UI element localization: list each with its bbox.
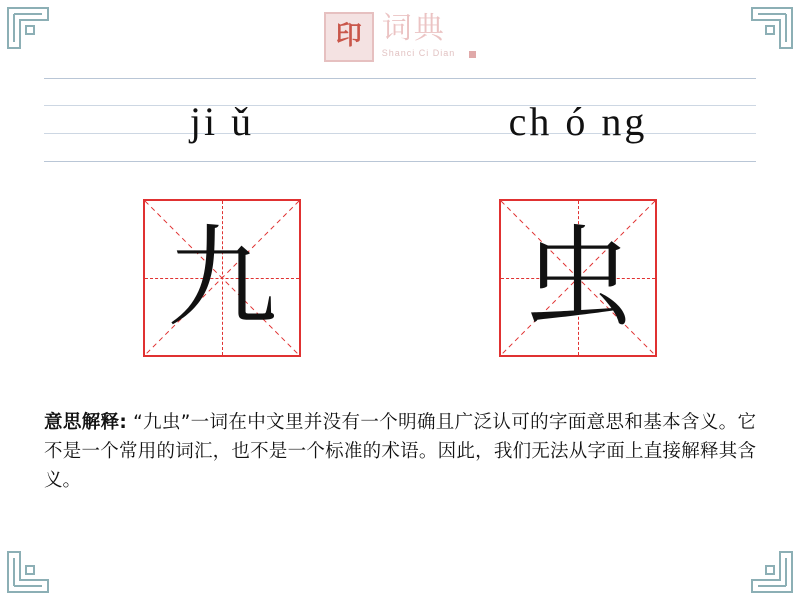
explanation-label: 意思解释: (44, 412, 127, 433)
seal-stamp-icon: 印 (324, 12, 374, 62)
logo-title: 词典 (381, 11, 446, 46)
logo-subtitle: Shanci Ci Dian (381, 48, 456, 58)
pinyin-syllable-1: ji ǔ (189, 98, 255, 144)
explanation-text: “九虫”一词在中文里并没有一个明确且广泛认可的字面意思和基本含义。它不是一个常用的词汇，也不是一个标准的术语。因此，我们无法从字面上直接解释其含义。 (44, 412, 757, 491)
app-logo (0, 12, 800, 62)
pinyin-row (44, 82, 756, 160)
logo-text (382, 12, 456, 58)
pinyin-syllable-2: ch ó ng (508, 98, 648, 144)
character-cell-2 (400, 196, 756, 360)
character-glyph-2: 虫 (523, 214, 633, 342)
corner-ornament-bottom-right (750, 550, 794, 594)
character-cell-1 (44, 196, 400, 360)
corner-ornament-bottom-left (6, 550, 50, 594)
staff-line-1 (44, 78, 756, 79)
tianzige-box-2 (499, 199, 657, 357)
character-glyph-1: 九 (167, 214, 277, 342)
staff-line-4 (44, 161, 756, 162)
tianzige-box-1 (143, 199, 301, 357)
character-row (44, 196, 756, 360)
logo-dot-icon (469, 51, 476, 58)
explanation-block (44, 408, 756, 495)
